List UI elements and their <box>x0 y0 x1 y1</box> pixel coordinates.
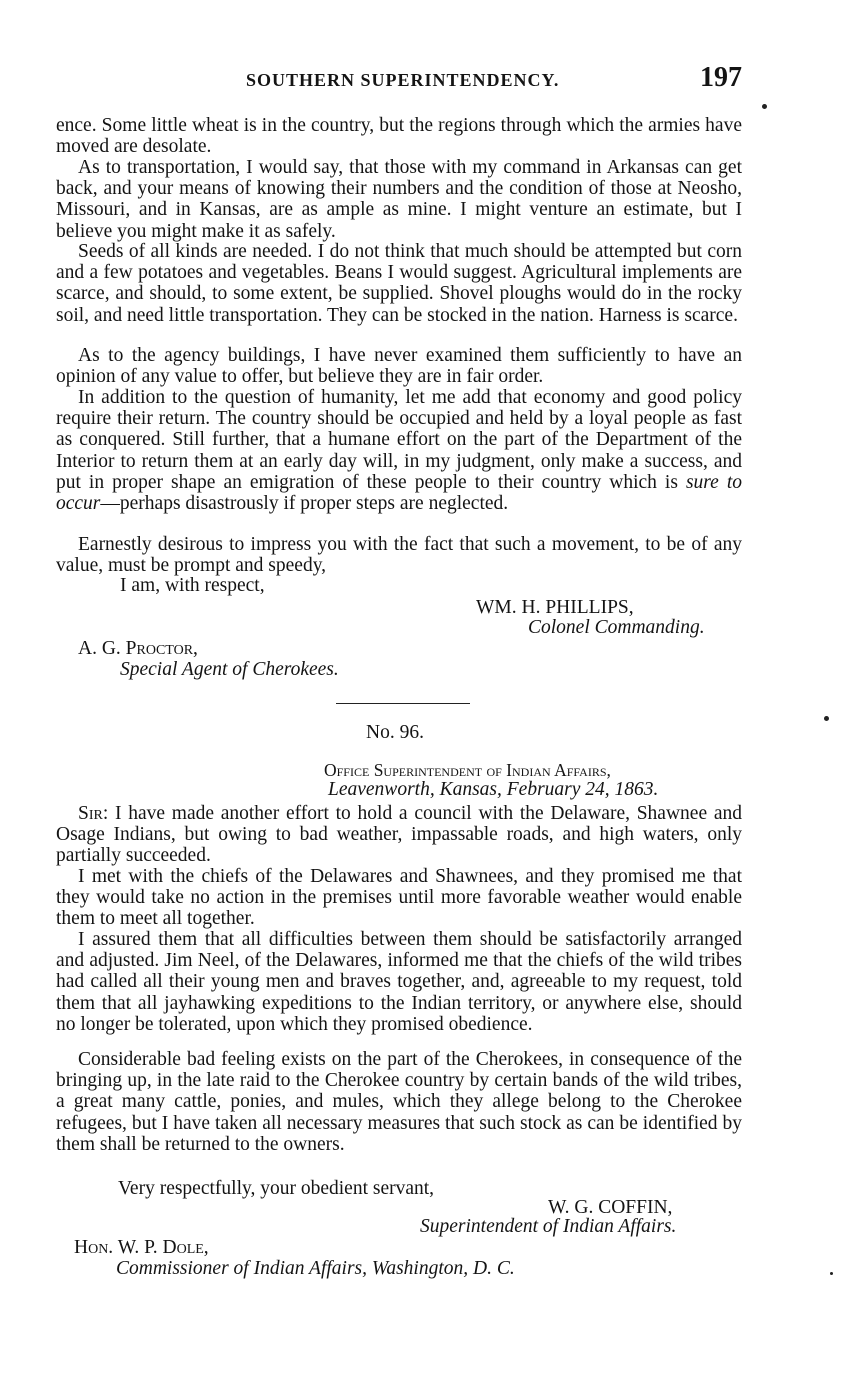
dateline <box>328 779 658 801</box>
signer-title <box>528 617 705 639</box>
paragraph-council-text: I have made another effort to hold a council with the Delaware, Shawnee and Osage Indians, but owing to bad weather, impassable roads, and high waters, only partially succeeded. <box>56 803 742 867</box>
closing-line-2: Very respectfully, your obedient servant, <box>118 1178 435 1199</box>
signer-name-2: W. G. COFFIN, <box>548 1197 673 1218</box>
paragraph-humanity <box>56 387 742 514</box>
paragraph-agency-buildings: As to the agency buildings, I have never examined them sufficiently to have an opinion of any value to offer, but believe they are in fair order. <box>56 345 742 388</box>
addressee-title <box>120 659 339 681</box>
paragraph-chiefs: I met with the chiefs of the Delawares and Shawnees, and they promised me that they would take no action in the premises until more favorable weather would enable them to meet all together. <box>56 866 742 930</box>
salutation: Sir: <box>78 803 109 824</box>
signer-title-2 <box>420 1216 676 1238</box>
addressee-title-2-text: Commissioner of Indian Affairs, Washington, D. C. <box>116 1258 515 1279</box>
page-number: 197 <box>700 62 742 93</box>
signer-name: WM. H. PHILLIPS, <box>476 597 634 618</box>
section-divider <box>336 703 470 704</box>
office-heading: Office Superintendent of Indian Affairs, <box>324 760 611 780</box>
addressee-title-2 <box>116 1258 515 1280</box>
addressee-title-text: Special Agent of Cherokees. <box>120 659 339 680</box>
paragraph-seeds: Seeds of all kinds are needed. I do not think that much should be attempted but corn and a few potatoes and vegetables. Beans I would suggest. Agricultural implements are scarce, and should, to some extent, be supplied. Shovel ploughs would do in the rocky soil, and need little transportation. They can be stocked in the nation. Harness is scarce. <box>56 241 742 326</box>
running-head-title: SOUTHERN SUPERINTENDENCY. <box>246 70 560 90</box>
scan-speck <box>830 1272 833 1275</box>
signer-title-text: Colonel Commanding. <box>528 617 705 638</box>
paragraph-assured: I assured them that all difficulties between them should be satisfactorily arranged and adjusted. Jim Neel, of the Delawares, informed me that the chiefs of the wild tribes had called all their young men and braves together, and, agreeable to my request, told them that all jayhawking expeditions to the Indian territory, or anywhere else, should no longer be tolerated, upon which they promised obedience. <box>56 929 742 1035</box>
paragraph-bad-feeling: Considerable bad feeling exists on the part of the Cherokees, in consequence of the bringing up, in the late raid to the Cherokee country by certain bands of the wild tribes, a great many cattle, ponies, and mules, which they allege belong to the Cherokee refugees, but I have taken all necessary measures that such stock as can be identified by them shall be returned to the owners. <box>56 1049 742 1155</box>
paragraph-humanity-italic: sure to occur <box>56 471 742 515</box>
paragraph-wheat: ence. Some little wheat is in the country, but the regions through which the armies have moved are desolate. <box>56 115 742 158</box>
closing-line: I am, with respect, <box>120 575 265 596</box>
dateline-text: Leavenworth, Kansas, February 24, 1863. <box>328 779 659 800</box>
paragraph-humanity-text-1: In addition to the question of humanity, let me add that economy and good policy require their return. The country should be occupied and held by a loyal people as fast as conquered. Still further, that a humane effort on the part of the Department of the Interior to return them at an early day will, in my judgment, only make a success, and put in proper shape an emigration of these people to their country which is <box>56 387 742 493</box>
scan-speck <box>762 104 767 109</box>
paragraph-transportation: As to transportation, I would say, that those with my command in Arkansas can get back, and your means of knowing their numbers and the condition of those at Neosho, Missouri, and in Kansas, are as ample as mine. I might venture an estimate, but I believe you might make it as safely. <box>56 157 742 242</box>
addressee-name: A. G. Proctor, <box>78 638 198 659</box>
paragraph-earnestly: Earnestly desirous to impress you with the fact that such a movement, to be of any value, must be prompt and speedy, <box>56 534 742 577</box>
signer-title-2-text: Superintendent of Indian Affairs. <box>420 1216 677 1237</box>
addressee-name-2: Hon. W. P. Dole, <box>74 1237 209 1258</box>
scan-speck <box>824 716 829 721</box>
running-head <box>56 64 742 100</box>
document-number: No. 96. <box>366 722 424 743</box>
paragraph-humanity-text-2: —perhaps disastrously if proper steps are neglected. <box>100 493 509 515</box>
paragraph-council <box>56 803 742 867</box>
